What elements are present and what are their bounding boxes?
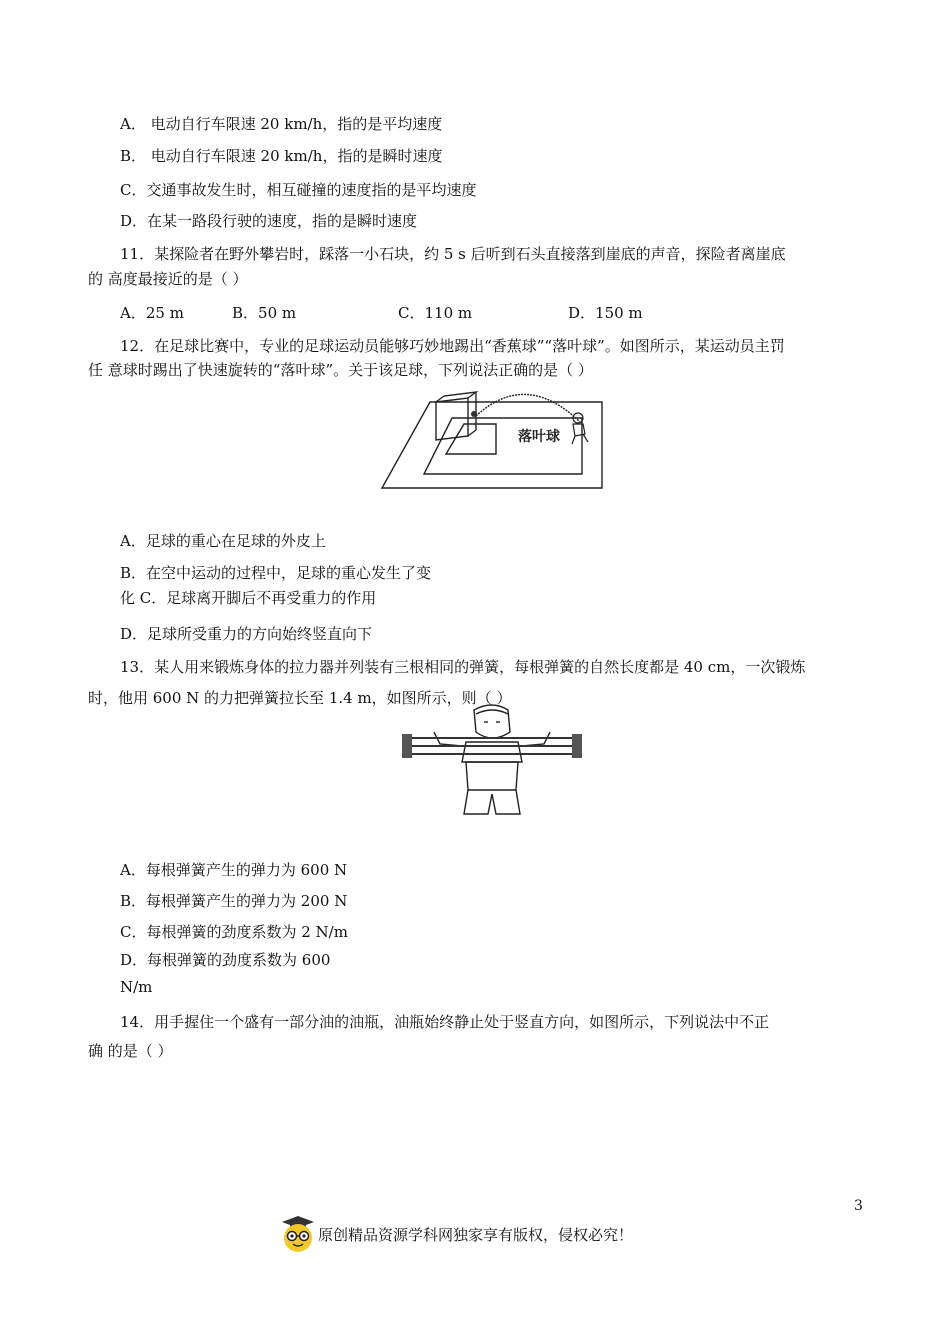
figure-label: 落叶球 — [518, 429, 560, 445]
q14-stem-line2: 确 的是（ ） — [88, 1042, 173, 1060]
q12-stem-line1: 12．在足球比赛中，专业的足球运动员能够巧妙地踢出“香蕉球”“落叶球”。如图所示，某运动员主罚 — [120, 337, 785, 355]
mascot-logo-icon — [280, 1214, 316, 1254]
q13-stem-line1: 13．某人用来锻炼身体的拉力器并列装有三根相同的弹簧，每根弹簧的自然长度都是 40 cm，一次锻炼 — [120, 658, 806, 676]
football-field-figure — [378, 386, 606, 492]
q13-option-d: D．每根弹簧的劲度系数为 600 — [120, 951, 331, 969]
page-number: 3 — [854, 1198, 863, 1214]
q11-stem-line2: 的 高度最接近的是（ ） — [88, 270, 248, 288]
chest-expander-figure — [396, 702, 588, 820]
q10-option-a: A． 电动自行车限速 20 km/h，指的是平均速度 — [120, 115, 443, 133]
q11-option-c: C．110 m — [398, 304, 473, 322]
q11-stem-line1: 11．某探险者在野外攀岩时，踩落一小石块，约 5 s 后听到石头直接落到崖底的声音，探险者离崖底 — [120, 245, 786, 263]
q11-option-d: D．150 m — [568, 304, 643, 322]
q13-option-d-unit: N/m — [120, 978, 153, 996]
q10-option-d: D．在某一路段行驶的速度，指的是瞬时速度 — [120, 212, 418, 230]
q10-option-b: B． 电动自行车限速 20 km/h，指的是瞬时速度 — [120, 147, 443, 165]
q14-stem-line1: 14．用手握住一个盛有一部分油的油瓶，油瓶始终静止处于竖直方向，如图所示，下列说法中不正 — [120, 1013, 770, 1031]
q12-stem-line2: 任 意球时踢出了快速旋转的“落叶球”。关于该足球，下列说法正确的是（ ） — [88, 361, 593, 379]
q13-option-b: B．每根弹簧产生的弹力为 200 N — [120, 892, 348, 910]
q12-option-bc: 化 C．足球离开脚后不再受重力的作用 — [120, 589, 377, 607]
q12-option-a: A．足球的重心在足球的外皮上 — [120, 532, 326, 550]
q10-option-c: C．交通事故发生时，相互碰撞的速度指的是平均速度 — [120, 181, 477, 199]
q11-option-a: A．25 m — [120, 304, 184, 322]
footer-copyright: 原创精品资源学科网独家享有版权，侵权必究！ — [318, 1226, 634, 1244]
q12-option-d: D．足球所受重力的方向始终竖直向下 — [120, 625, 373, 643]
q13-option-a: A．每根弹簧产生的弹力为 600 N — [120, 861, 348, 879]
q11-option-b: B．50 m — [232, 304, 297, 322]
q13-stem-line2: 时，他用 600 N 的力把弹簧拉长至 1.4 m，如图所示，则（ ） — [88, 689, 512, 707]
q12-option-b: B．在空中运动的过程中，足球的重心发生了变 — [120, 564, 432, 582]
q13-option-c: C．每根弹簧的劲度系数为 2 N/m — [120, 923, 348, 941]
